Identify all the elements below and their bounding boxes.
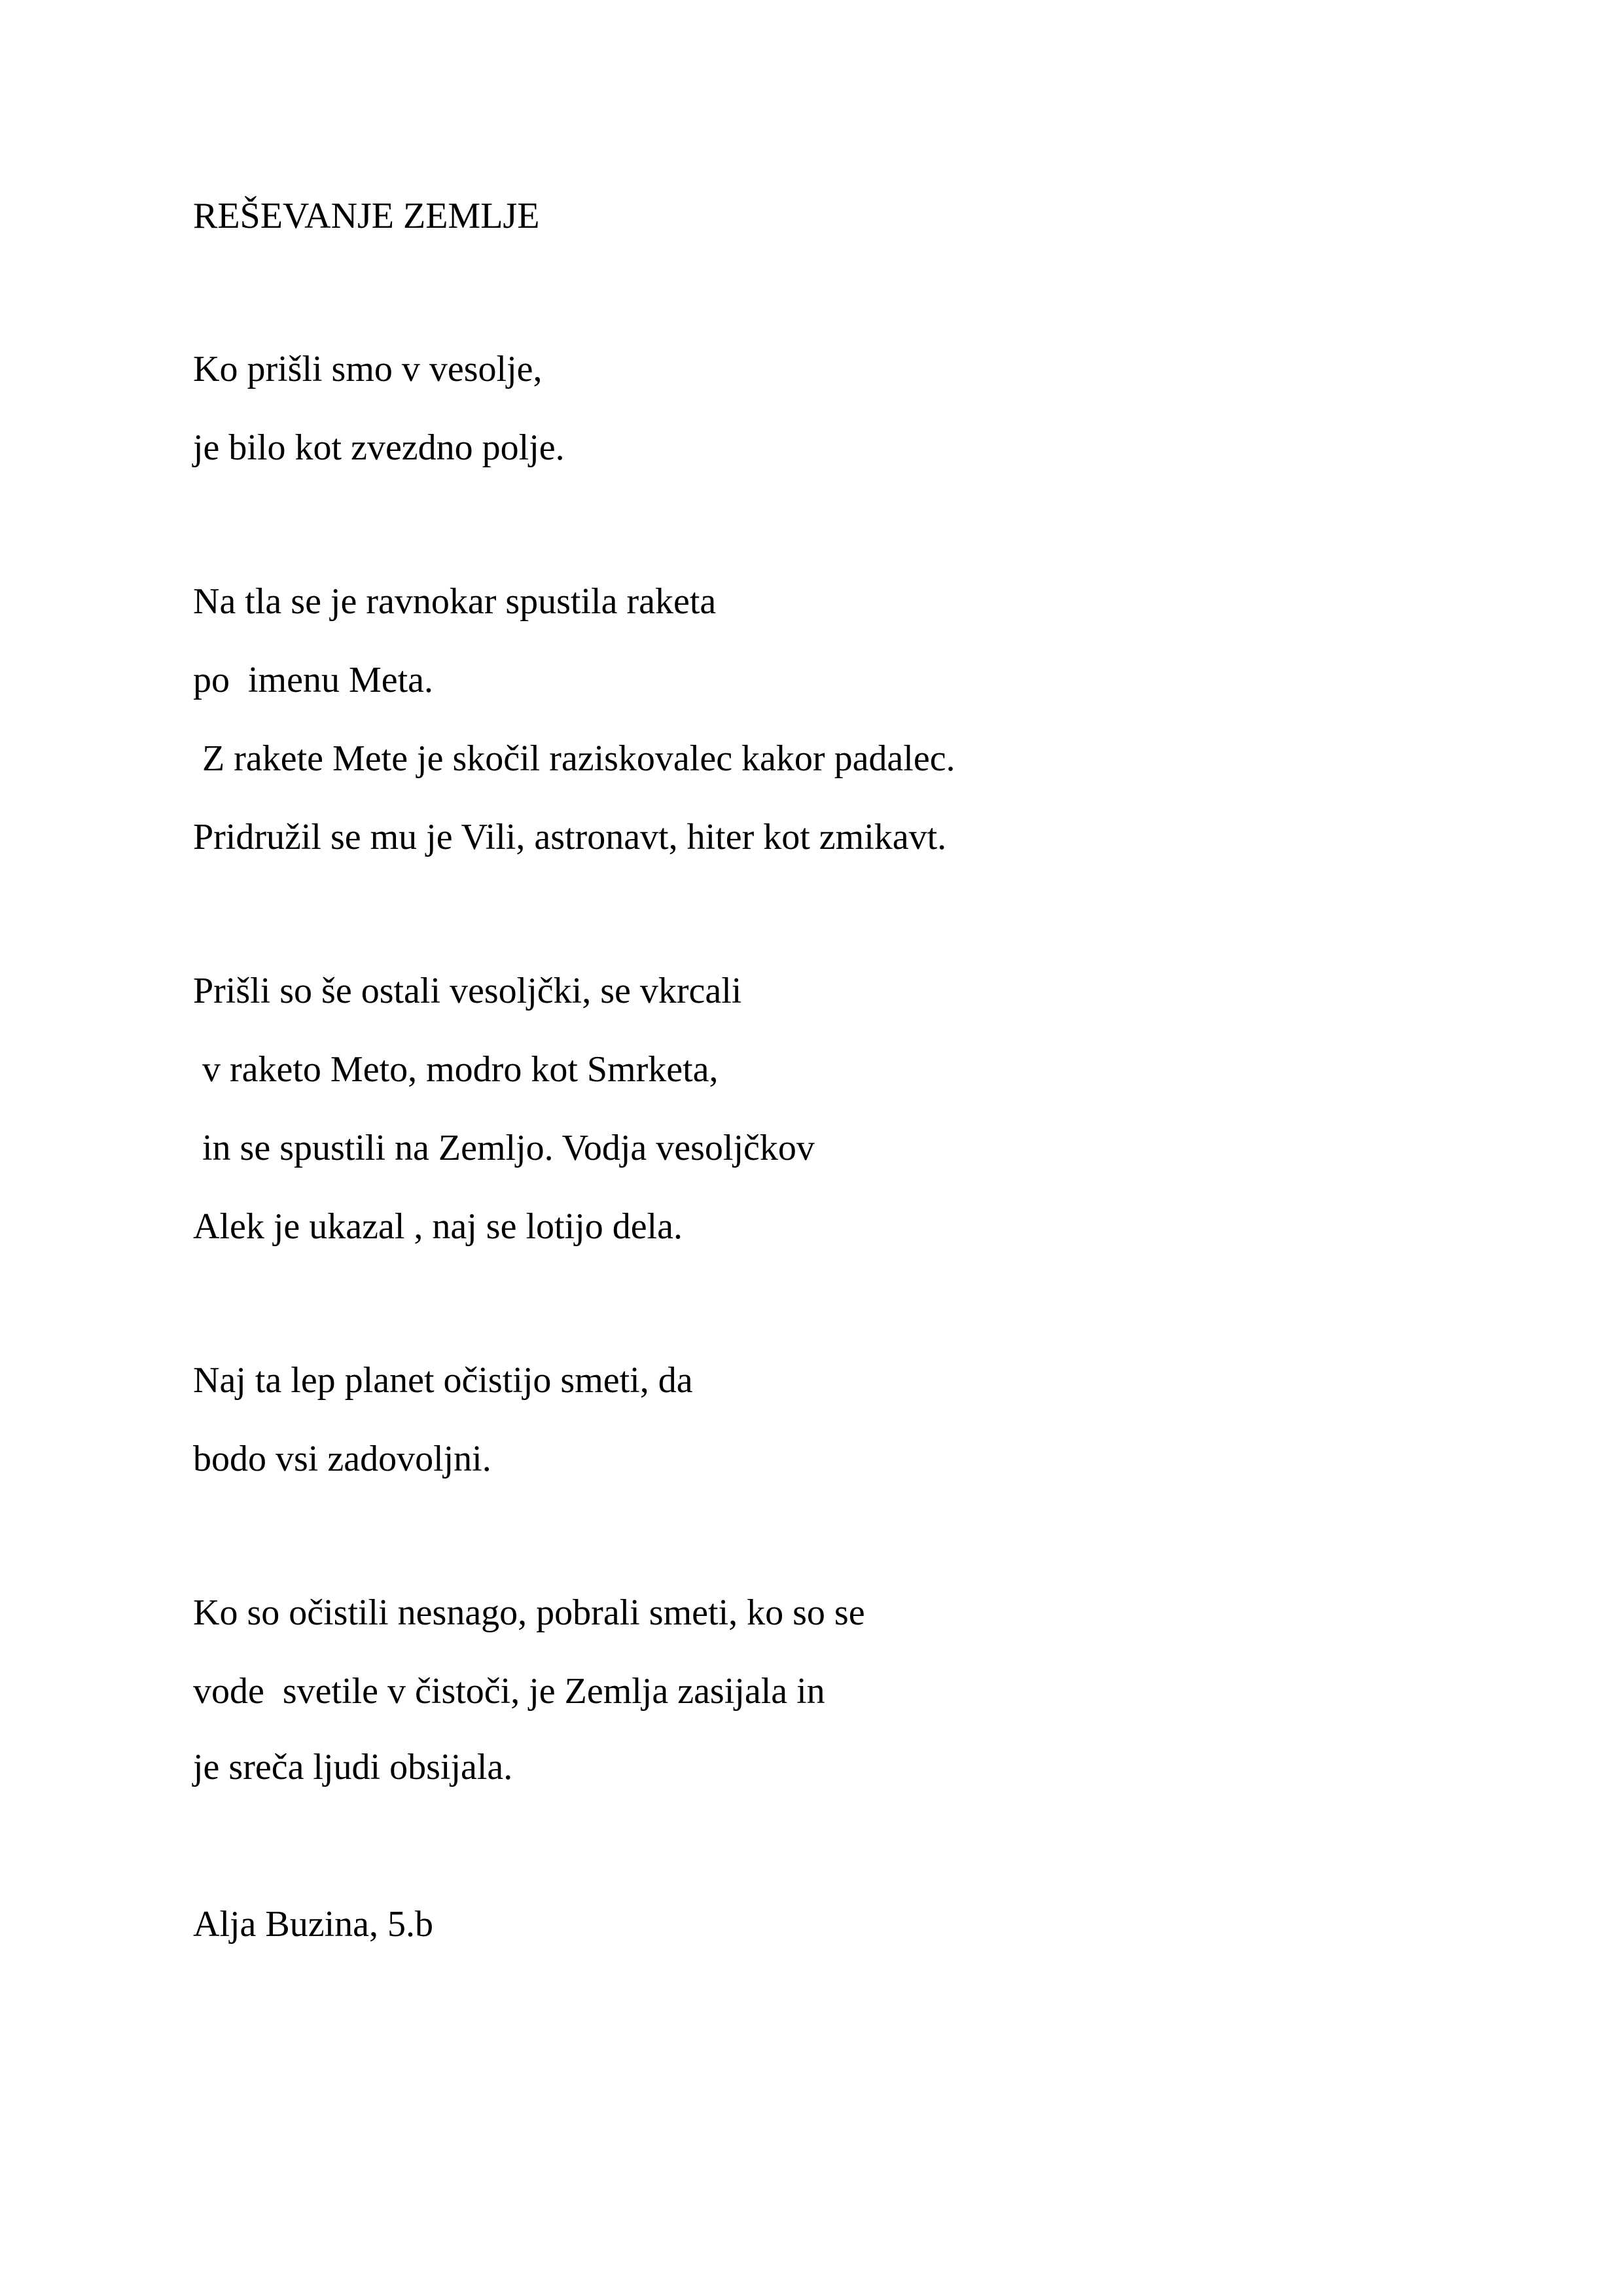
author-signature: Alja Buzina, 5.b	[193, 1904, 434, 1945]
poem-line: Alek je ukazal , naj se lotijo dela.	[193, 1206, 683, 1247]
poem-line: Pridružil se mu je Vili, astronavt, hiter kot zmikavt.	[193, 817, 947, 857]
poem-title: REŠEVANJE ZEMLJE	[193, 196, 540, 236]
poem-line: v raketo Meto, modro kot Smrketa,	[193, 1049, 719, 1090]
poem-line: in se spustili na Zemljo. Vodja vesoljčkov	[193, 1128, 815, 1168]
poem-line: Na tla se je ravnokar spustila raketa	[193, 581, 717, 622]
poem-line: po imenu Meta.	[193, 660, 434, 700]
poem-line: Ko so očistili nesnago, pobrali smeti, ko so se	[193, 1592, 865, 1633]
poem-line: je bilo kot zvezdno polje.	[193, 427, 565, 468]
poem-line: bodo vsi zadovoljni.	[193, 1439, 491, 1479]
poem-line: Z rakete Mete je skočil raziskovalec kakor padalec.	[193, 738, 955, 779]
poem-line: Naj ta lep planet očistijo smeti, da	[193, 1360, 693, 1401]
poem-line: Ko prišli smo v vesolje,	[193, 349, 543, 389]
poem-line: vode svetile v čistoči, je Zemlja zasijala in	[193, 1671, 825, 1712]
poem-line: je sreča ljudi obsijala.	[193, 1747, 513, 1787]
poem-line: Prišli so še ostali vesoljčki, se vkrcali	[193, 971, 742, 1011]
